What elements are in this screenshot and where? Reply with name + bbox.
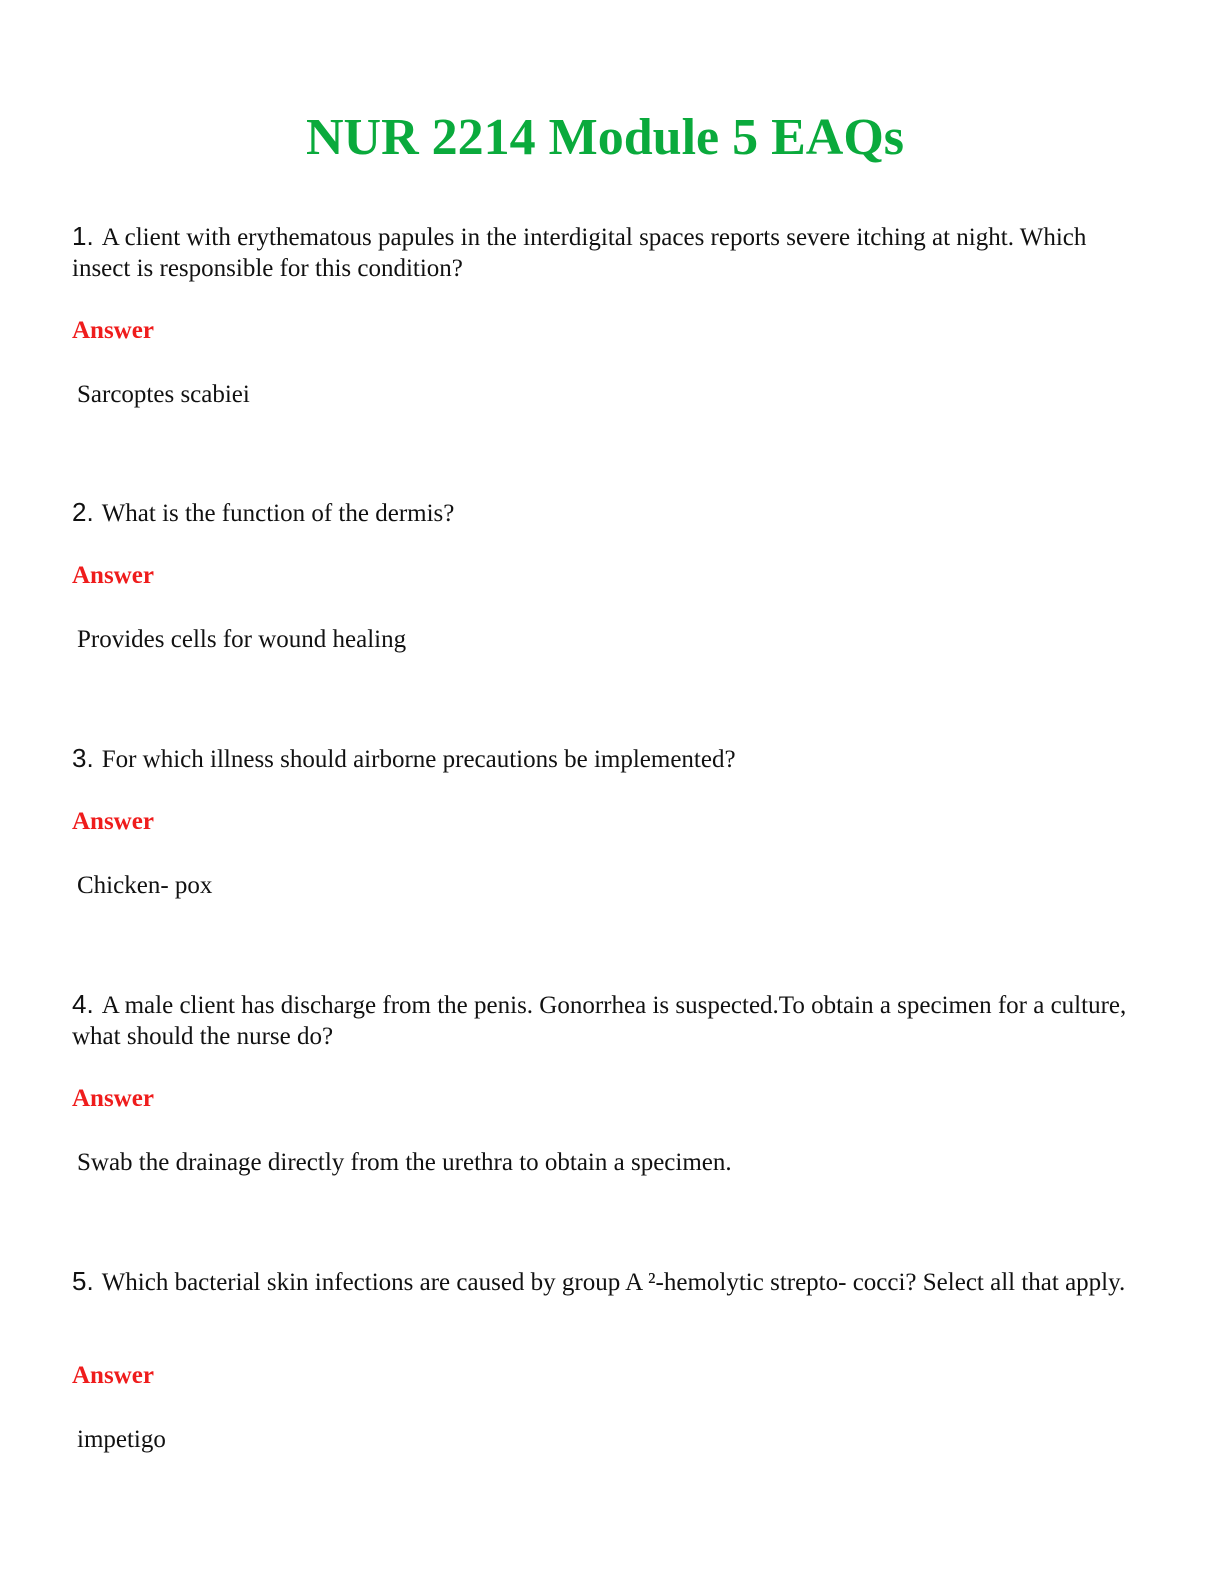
- question-body: For which illness should airborne precautions be implemented?: [101, 746, 736, 773]
- question-body: A male client has discharge from the penis. Gonorrhea is suspected.To obtain a specimen for a culture, what should the nurse do?: [72, 992, 1127, 1050]
- question-number: 5.: [72, 1266, 94, 1296]
- question-block-3: [72, 743, 1132, 899]
- answer-label: Answer: [72, 808, 154, 835]
- answer-label: Answer: [72, 317, 154, 344]
- question-number: 2.: [72, 497, 94, 527]
- question-number: 4.: [72, 989, 94, 1019]
- question-text: [72, 497, 1132, 529]
- question-text: [72, 1266, 1132, 1298]
- answer-text: Sarcoptes scabiei: [77, 381, 250, 408]
- question-text: [72, 221, 1132, 284]
- question-body: Which bacterial skin infections are caused by group A ²-hemolytic strepto- cocci? Select all that apply.: [101, 1269, 1126, 1296]
- question-block-4: [72, 989, 1132, 1176]
- answer-label: Answer: [72, 562, 154, 589]
- question-block-5: [72, 1266, 1132, 1453]
- question-body: What is the function of the dermis?: [101, 500, 455, 527]
- question-text: [72, 743, 1132, 775]
- answer-text: impetigo: [77, 1426, 166, 1453]
- question-block-2: [72, 497, 1132, 653]
- answer-text: Chicken- pox: [77, 872, 213, 899]
- answer-label: Answer: [72, 1085, 154, 1112]
- question-number: 3.: [72, 743, 94, 773]
- page-title: NUR 2214 Module 5 EAQs: [305, 109, 905, 166]
- answer-label: Answer: [72, 1362, 154, 1389]
- question-text: [72, 989, 1132, 1052]
- answer-text: Provides cells for wound healing: [77, 626, 407, 653]
- question-number: 1.: [72, 221, 94, 251]
- question-body: A client with erythematous papules in the interdigital spaces reports severe itching at night. Which insect is responsible for this condition?: [72, 224, 1087, 282]
- answer-text: Swab the drainage directly from the urethra to obtain a specimen.: [77, 1149, 732, 1176]
- question-block-1: [72, 221, 1132, 408]
